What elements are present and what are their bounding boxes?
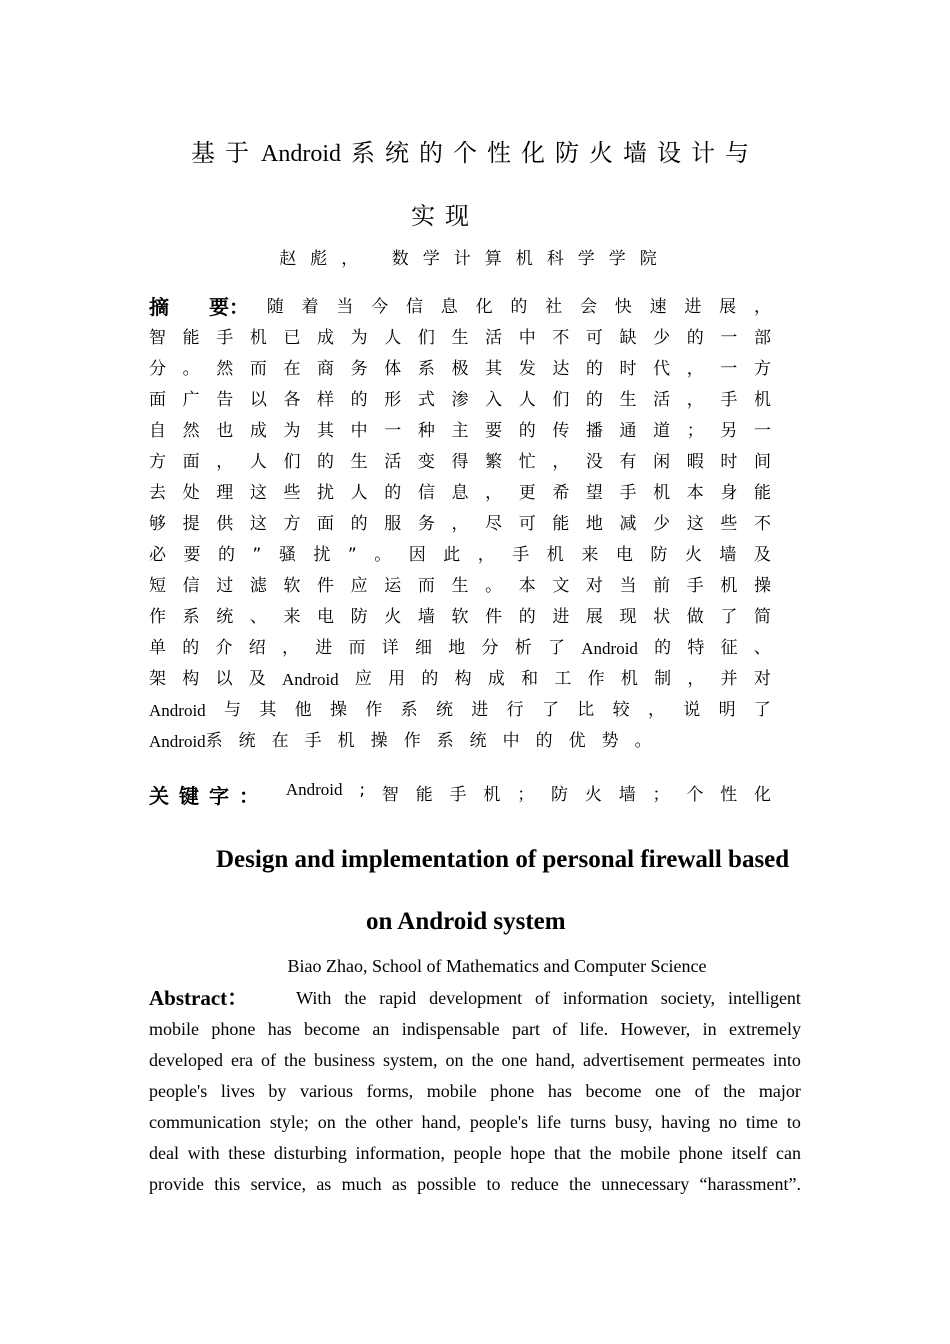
chinese-abstract-line: 去 处 理 这 些 扰 人 的 信 息 ， 更 希 望 手 机 本 身 能 [149,483,771,503]
chinese-title-part-b: 系统的个性化防火墙设计与 [351,139,759,167]
english-author: Biao Zhao, School of Mathematics and Computer Science [287,956,707,976]
chinese-abstract-line: 单 的 介 绍 ， 进 而 详 细 地 分 析 了 Android 的 特 征 、 [149,638,771,658]
chinese-abstract-line: 分 。 然 而 在 商 务 体 系 极 其 发 达 的 时 代 ， 一 方 [149,359,771,379]
chinese-keywords: 关键字： Android ; 智 能 手 机 ； 防 火 墙 ； 个 性 化 [149,780,771,808]
english-abstract-line: developed era of the business system, on the one hand, advertisement permeates into [149,1050,801,1070]
english-abstract-line: people's lives by various forms, mobile phone has become one of the major [149,1081,801,1101]
chinese-abstract-line: 智 能 手 机 已 成 为 人 们 生 活 中 不 可 缺 少 的 一 部 [149,328,771,348]
english-abstract-line: communication style; on the other hand, people's life turns busy, having no time to [149,1112,801,1132]
english-abstract [149,983,801,1200]
chinese-abstract-line: Android 与 其 他 操 作 系 统 进 行 了 比 较 ， 说 明 了 [149,700,771,720]
chinese-abstract-label: 摘 要： [149,295,249,319]
english-title-line-2: on Android system [366,908,566,935]
chinese-abstract-line: 必 要 的 ” 骚 扰 ” 。 因 此 ， 手 机 来 电 防 火 墙 及 [149,545,771,565]
english-abstract-label: Abstract： [149,986,249,1010]
chinese-abstract-line: 够 提 供 这 方 面 的 服 务 ， 尽 可 能 地 减 少 这 些 不 [149,514,771,534]
chinese-abstract-line: 作 系 统 、 来 电 防 火 墙 软 件 的 进 展 现 状 做 了 简 [149,607,771,627]
chinese-abstract-line: 方 面 ， 人 们 的 生 活 变 得 繁 忙 ， 没 有 闲 暇 时 间 [149,452,771,472]
chinese-author: 赵彪， 数学计算机科学学院 [279,249,671,269]
chinese-title-line-2: 实现 [411,202,479,230]
chinese-abstract [149,292,771,757]
chinese-abstract-line: 面 广 告 以 各 样 的 形 式 渗 入 人 们 的 生 活 ， 手 机 [149,390,771,410]
english-abstract-line: deal with these disturbing information, people hope that the mobile phone itself can [149,1143,801,1163]
chinese-title-line-1 [150,133,800,168]
chinese-abstract-line: 短 信 过 滤 软 件 应 运 而 生 。 本 文 对 当 前 手 机 操 [149,576,771,596]
english-abstract-line: provide this service, as much as possible to reduce the unnecessary “harassment”. [149,1174,801,1194]
chinese-abstract-line: Android 系 统 在 手 机 操 作 系 统 中 的 优 势 。 [149,731,652,751]
chinese-title-part-a: 基于 [191,139,259,167]
english-abstract-line: Abstract： With the rapid development of information society, intelligent [149,983,801,1014]
chinese-keywords-label: 关键字： [149,784,269,808]
chinese-title-android: Android [261,141,341,167]
chinese-abstract-line: 自 然 也 成 为 其 中 一 种 主 要 的 传 播 通 道 ； 另 一 [149,421,771,441]
english-abstract-line: mobile phone has become an indispensable part of life. However, in extremely [149,1019,801,1039]
chinese-abstract-line: 架 构 以 及 Android 应 用 的 构 成 和 工 作 机 制 ， 并 对 [149,669,771,689]
chinese-abstract-line: 摘 要： 随 着 当 今 信 息 化 的 社 会 快 速 进 展 ， [149,292,771,323]
english-title-line-1: Design and implementation of personal firewall based [216,846,790,873]
